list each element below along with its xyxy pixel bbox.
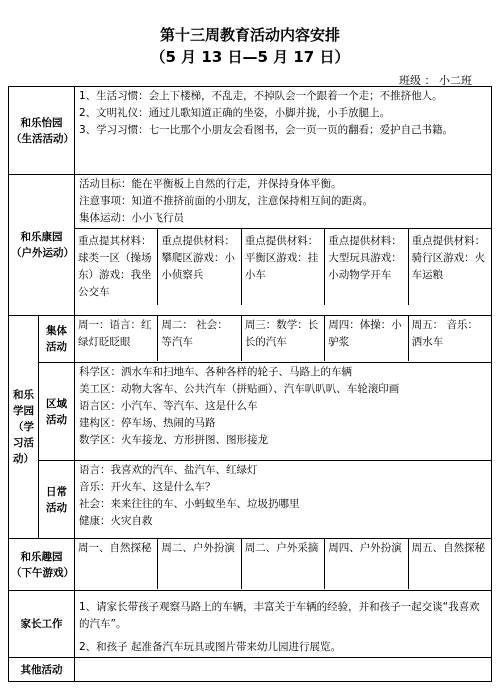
materials-row: [75, 229, 491, 305]
row-health: [9, 175, 492, 316]
area-line: 建构区：停车场、热闹的马路: [79, 417, 216, 429]
health-line: 活动目标：能在平衡板上自然的行走，并保持身体平衡。: [79, 178, 342, 190]
content-garden: [75, 87, 492, 175]
label-collective: 集体活动: [39, 316, 75, 363]
content-areas: [75, 363, 492, 461]
label-learning: 和乐学园（学习活动）: [9, 316, 39, 539]
row-collective: [9, 316, 492, 363]
fun-day-cell: 周二、户外扮演: [157, 539, 240, 589]
label-fun: 和乐趣园（下午游戏）: [9, 539, 75, 591]
garden-line: 3、学习习惯：七一比那个小朋友会看图书，会一页一页的翻看；爱护自己书籍。: [79, 124, 454, 136]
material-cell: 重点提供材料：大型玩具游戏：小动物学开车: [324, 229, 407, 305]
content-other: [75, 658, 492, 682]
label-parents: 家长工作: [9, 591, 75, 658]
daily-line: 语言：我喜欢的汽车、盐汽车、红绿灯: [79, 464, 258, 476]
health-line: 集体运动：小小飞行员: [79, 212, 184, 224]
label-daily: 日常活动: [39, 461, 75, 539]
material-cell: 重点提供材料：攀爬区游戏：小小侦察兵: [157, 229, 240, 305]
area-line: 数学区：火车接龙、方形拼图、图形接龙: [79, 434, 268, 446]
label-areas: 区域活动: [39, 363, 75, 461]
daily-line: 健康：火灾自救: [79, 515, 153, 527]
fun-day-cell: 周一、自然探秘: [78, 542, 152, 554]
fun-day-cell: 周二、户外采摘: [241, 539, 324, 589]
row-fun: [9, 539, 492, 591]
collective-cell: 周五： 音乐：洒水车: [408, 316, 491, 361]
label-health: 和乐康园（户外运动）: [9, 175, 75, 316]
content-collective: [75, 316, 492, 363]
content-health: [75, 175, 492, 316]
garden-line: 1、生活习惯：会上下楼梯，不乱走，不掉队会一个跟着一个走；不推挤他人。: [79, 90, 443, 102]
row-garden: [9, 87, 492, 175]
fun-day-cell: 周四、户外扮演: [324, 539, 407, 589]
document-title: 第十三周教育活动内容安排: [159, 26, 340, 44]
class-label: 班级 ： 小二班: [399, 74, 472, 87]
content-fun: [75, 539, 492, 591]
area-line: 科学区：洒水车和扫地车、各种各样的轮子、马路上的车辆: [79, 366, 352, 378]
area-line: 美工区：动物大客车、公共汽车（拼贴画）、汽车叭叭叭、车轮滚印画: [79, 383, 400, 395]
row-parents: [9, 591, 492, 658]
label-other: 其他活动: [9, 658, 75, 682]
parents-line: 1、请家长带孩子观察马路上的车辆，丰富关于车辆的经验，并和孩子一起交谈“我喜欢的汽车”。: [79, 601, 480, 630]
fun-day-cell: 周五、自然探秘: [408, 539, 491, 589]
material-cell: 重点提供材料：平衡区游戏：挂小车: [241, 229, 324, 305]
collective-cell: 周一：语言：红绿灯眨眨眼: [78, 319, 152, 348]
daily-line: 社会：来来往往的车、小蚂蚁坐车、垃圾扔哪里: [79, 498, 300, 510]
material-cell: 重点提其材料：球类一区（操场东）游戏：我坐公交车: [78, 235, 152, 298]
row-areas: [9, 363, 492, 461]
collective-cell: 周三：数学：长长的汽车: [241, 316, 324, 361]
schedule-table: [8, 86, 492, 682]
label-garden: 和乐怡园（生活活动）: [9, 87, 75, 175]
row-other: [9, 658, 492, 682]
content-parents: [75, 591, 492, 658]
garden-line: 2、文明礼仪：通过儿歌知道正确的坐姿，小脚并拢，小手放腿上。: [79, 107, 391, 119]
area-line: 语言区：小汽车、等汽车、这是什么车: [79, 400, 258, 412]
content-daily: [75, 461, 492, 539]
daily-line: 音乐：开火车、这是什么车？: [79, 481, 216, 493]
row-daily: [9, 461, 492, 539]
parents-line: 2、和孩子 起准备汽车玩具或图片带来幼儿园进行展览。: [79, 641, 342, 653]
date-range: （5 月 13 日—5 月 17 日）: [150, 48, 350, 66]
collective-cell: 周二： 社会：等汽车: [157, 316, 240, 361]
health-line: 注意事项：知道不推挤前面的小朋友，注意保持相互间的距离。: [79, 195, 373, 207]
material-cell: 重点提供材料：骑行区游戏：火车运粮: [408, 229, 491, 305]
collective-cell: 周四：体操：小驴浆: [324, 316, 407, 361]
